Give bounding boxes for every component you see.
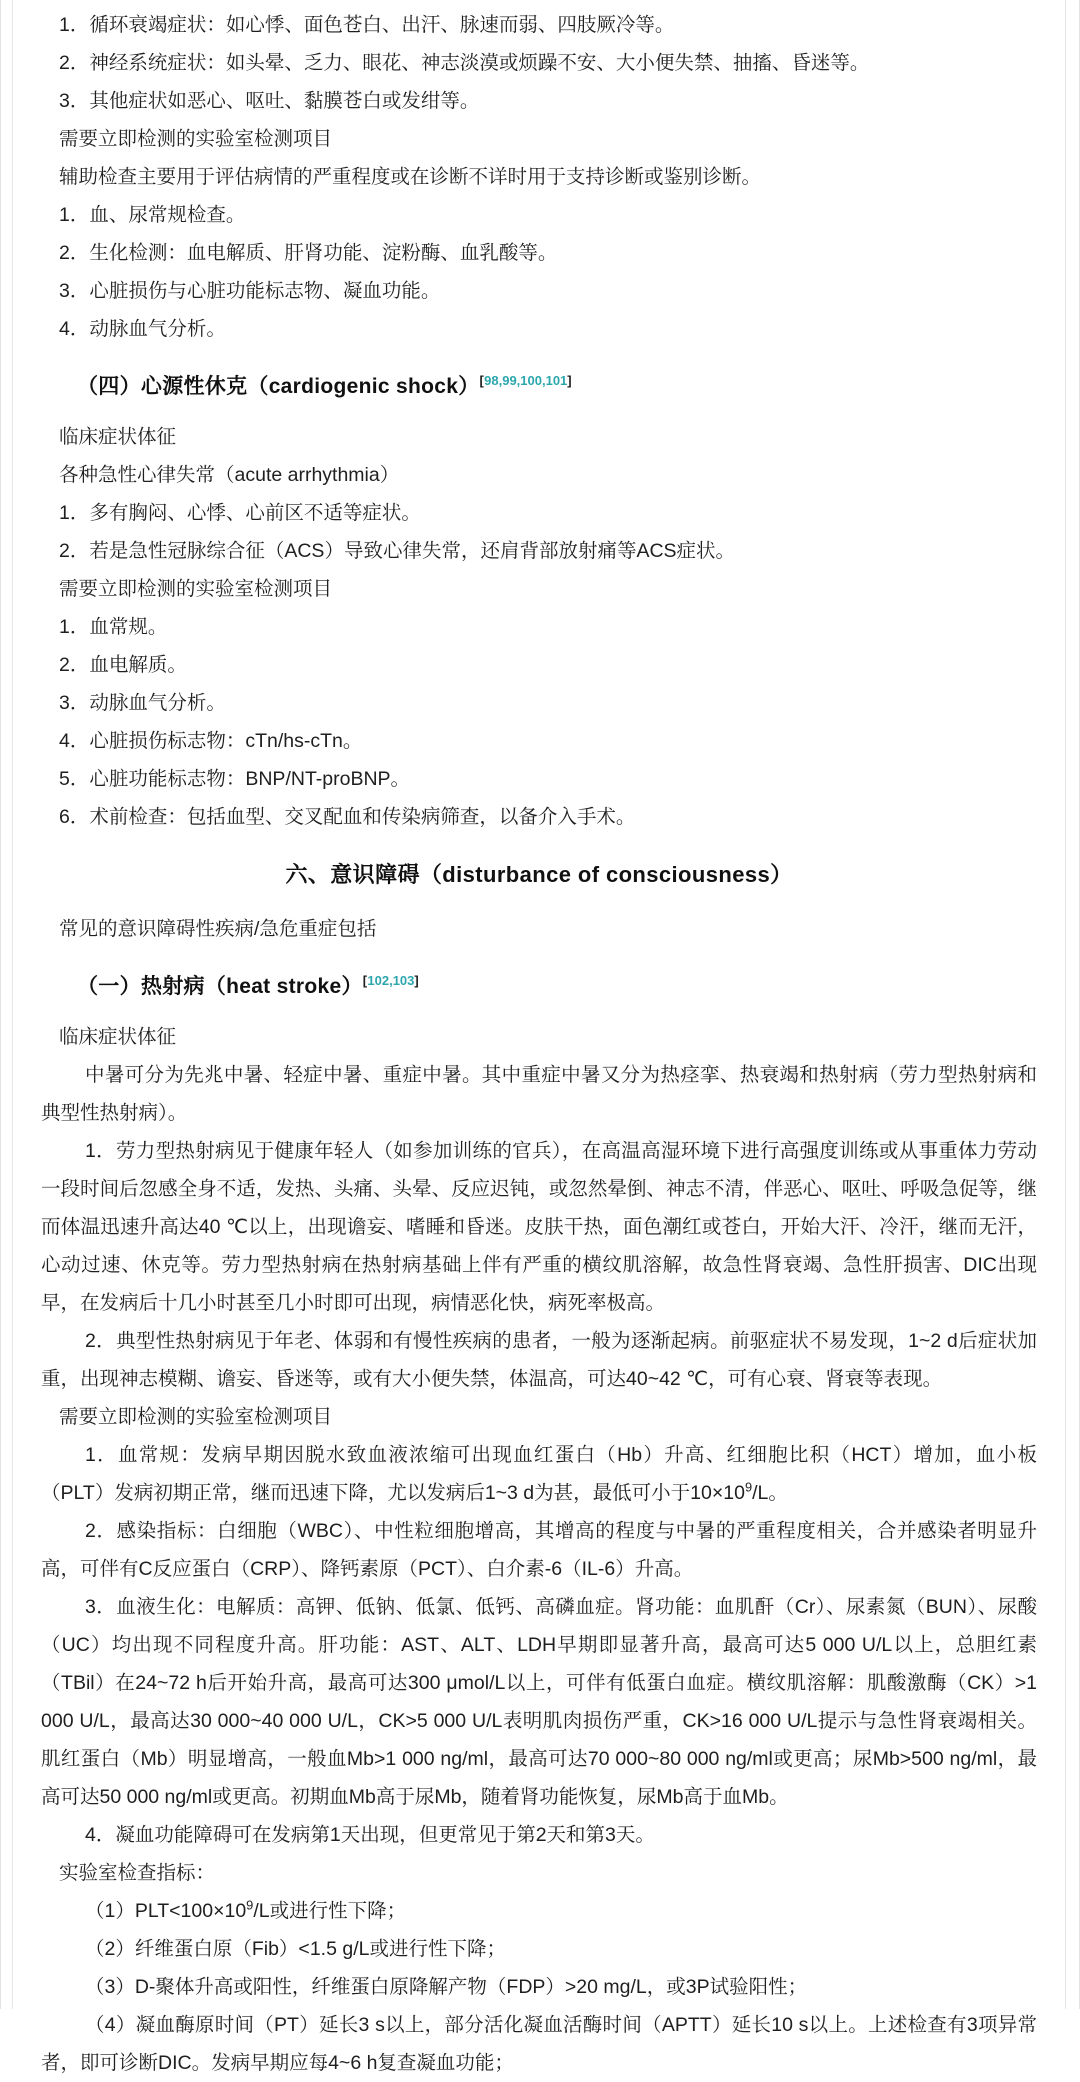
heat-stroke-clinical-label: 临床症状体征: [59, 1026, 177, 1048]
list-item-cardiogenic-symptom-2: 2．若是急性冠脉综合征（ACS）导致心律失常，还肩背部放射痛等ACS症状。: [59, 540, 736, 562]
cardiogenic-arrhythmia-line: 各种急性心律失常（acute arrhythmia）: [59, 464, 400, 486]
heading-section-six: 六、意识障碍（disturbance of consciousness）: [285, 862, 793, 887]
heat-stroke-lab-1-part-b: /L。: [752, 1482, 788, 1504]
indicator-1-part-a: （1）PLT<100×10: [85, 1900, 247, 1922]
list-item-cardiogenic-lab-1: 1．血常规。: [59, 616, 168, 638]
cardiogenic-lab-heading: 需要立即检测的实验室检测项目: [59, 578, 333, 600]
heat-stroke-item-2: 2．典型性热射病见于年老、体弱和有慢性疾病的患者，一般为逐渐起病。前驱症状不易发现，1~2 d后症状加重，出现神志模糊、谵妄、昏迷等，或有大小便失禁，体温高，可达40~42 ℃，可有心衰、肾衰等表现。: [41, 1330, 1037, 1390]
heading-heat-stroke-text: （一）热射病（heat stroke）: [77, 975, 363, 998]
reference-bracket-open-heat: [: [362, 973, 368, 988]
list-item-shock-symptom-2: 2．神经系统症状：如头晕、乏力、眼花、神志淡漠或烦躁不安、大小便失禁、抽搐、昏迷等。: [59, 52, 870, 74]
heading-cardiogenic-shock-text: （四）心源性休克（cardiogenic shock）: [77, 375, 480, 398]
heat-stroke-indicator-1: [41, 1892, 1037, 1930]
page-content-column: [12, 0, 1066, 2074]
list-item-lab-2: 2．生化检测：血电解质、肝肾功能、淀粉酶、血乳酸等。: [59, 242, 558, 264]
heading-heat-stroke: [41, 948, 1037, 1018]
heat-stroke-item-1: 1．劳力型热射病见于健康年轻人（如参加训练的官兵），在高温高湿环境下进行高强度训练或从事重体力劳动一段时间后忽感全身不适，发热、头痛、头晕、反应迟钝，或忽然晕倒、神志不清，伴恶心、呕吐、呼吸急促等，继而体温迅速升高达40 ℃以上，出现谵妄、嗜睡和昏迷。皮肤干热，面色潮红或苍白，开始大汗、冷汗，继而无汗，心动过速、休克等。劳力型热射病在热射病基础上伴有严重的横纹肌溶解，故急性肾衰竭、急性肝损害、DIC出现早，在发病后十几小时甚至几小时即可出现，病情恶化快，病死率极高。: [41, 1140, 1037, 1314]
heat-stroke-indicator-3: （3）D-聚体升高或阳性，纤维蛋白原降解产物（FDP）>20 mg/L，或3P试验阳性；: [85, 1976, 808, 1998]
heat-stroke-lab-4: 4．凝血功能障碍可在发病第1天出现，但更常见于第2天和第3天。: [85, 1824, 655, 1846]
reference-links-heat-stroke[interactable]: 102,103: [367, 973, 415, 988]
heading-cardiogenic-shock: [41, 348, 1037, 418]
auxiliary-exam-note: 辅助检查主要用于评估病情的严重程度或在诊断不详时用于支持诊断或鉴别诊断。: [59, 166, 762, 188]
heat-stroke-lab-3: 3．血液生化：电解质：高钾、低钠、低氯、低钙、高磷血症。肾功能：血肌酐（Cr）、尿素氮（BUN）、尿酸（UC）均出现不同程度升高。肝功能：AST、ALT、LDH早期即显著升高，最高可达5 000 U/L以上，总胆红素（TBil）在24~72 h后开始升高，最高可达300 μmol/L以上，可伴有低蛋白血症。横纹肌溶解：肌酸激酶（CK）>1 000 U/L，最高达30 000~40 000 U/L，CK>5 000 U/L表明肌肉损伤严重，CK>16 000 U/L提示与急性肾衰竭相关。肌红蛋白（Mb）明显增高，一般血Mb>1 000 ng/ml，最高可达70 000~80 000 ng/ml或更高；尿Mb>500 ng/ml，最高可达50 000 ng/ml或更高。初期血Mb高于尿Mb，随着肾功能恢复，尿Mb高于血Mb。: [41, 1596, 1037, 1808]
reference-links-cardiogenic[interactable]: 98,99,100,101: [484, 373, 568, 388]
list-item-lab-1: 1．血、尿常规检查。: [59, 204, 246, 226]
lab-items-heading: 需要立即检测的实验室检测项目: [59, 128, 333, 150]
list-item-cardiogenic-lab-4: 4．心脏损伤标志物：cTn/hs-cTn。: [59, 730, 363, 752]
exponent-nine-b: 9: [246, 1897, 254, 1913]
consciousness-intro: 常见的意识障碍性疾病/急危重症包括: [59, 918, 377, 940]
heat-stroke-indicator-2: （2）纤维蛋白原（Fib）<1.5 g/L或进行性下降；: [85, 1938, 506, 1960]
indicator-1-part-b: /L或进行性下降；: [253, 1900, 407, 1922]
list-item-cardiogenic-lab-6: 6．术前检查：包括血型、交叉配血和传染病筛查，以备介入手术。: [59, 806, 636, 828]
heat-stroke-indicator-4: （4）凝血酶原时间（PT）延长3 s以上，部分活化凝血活酶时间（APTT）延长10 s以上。上述检查有3项异常者，即可诊断DIC。发病早期应每4~6 h复查凝血功能；: [41, 2014, 1037, 2074]
heat-stroke-intro: 中暑可分为先兆中暑、轻症中暑、重症中暑。其中重症中暑又分为热痉挛、热衰竭和热射病（劳力型热射病和典型性热射病）。: [41, 1064, 1037, 1124]
heat-stroke-lab-1-part-a: 1．血常规：发病早期因脱水致血液浓缩可出现血红蛋白（Hb）升高、红细胞比积（HCT）增加，血小板（PLT）发病初期正常，继而迅速下降，尤以发病后1~3 d为甚，最低可小于10×10: [41, 1444, 1037, 1504]
list-item-shock-symptom-3: 3．其他症状如恶心、呕吐、黏膜苍白或发绀等。: [59, 90, 480, 112]
exponent-nine-a: 9: [744, 1479, 753, 1495]
heat-stroke-lab-heading: 需要立即检测的实验室检测项目: [59, 1406, 333, 1428]
reference-bracket-close: ]: [567, 373, 572, 388]
cardiogenic-clinical-label: 临床症状体征: [59, 426, 177, 448]
list-item-cardiogenic-lab-5: 5．心脏功能标志物：BNP/NT-proBNP。: [59, 768, 411, 790]
heat-stroke-lab-1: [41, 1436, 1037, 1512]
list-item-lab-4: 4．动脉血气分析。: [59, 318, 226, 340]
list-item-lab-3: 3．心脏损伤与心脏功能标志物、凝血功能。: [59, 280, 441, 302]
list-item-cardiogenic-lab-3: 3．动脉血气分析。: [59, 692, 226, 714]
heat-stroke-lab-indicators-label: 实验室检查指标：: [59, 1862, 216, 1884]
heat-stroke-lab-2: 2．感染指标：白细胞（WBC）、中性粒细胞增高，其增高的程度与中暑的严重程度相关，合并感染者明显升高，可伴有C反应蛋白（CRP）、降钙素原（PCT）、白介素-6（IL-6）升高。: [41, 1520, 1037, 1580]
reference-bracket-close-heat: ]: [414, 973, 420, 988]
list-item-cardiogenic-lab-2: 2．血电解质。: [59, 654, 187, 676]
reference-bracket-open: [: [479, 373, 485, 388]
list-item-cardiogenic-symptom-1: 1．多有胸闷、心悸、心前区不适等症状。: [59, 502, 421, 524]
list-item-shock-symptom-1: 1．循环衰竭症状：如心悸、面色苍白、出汗、脉速而弱、四肢厥冷等。: [59, 14, 675, 36]
